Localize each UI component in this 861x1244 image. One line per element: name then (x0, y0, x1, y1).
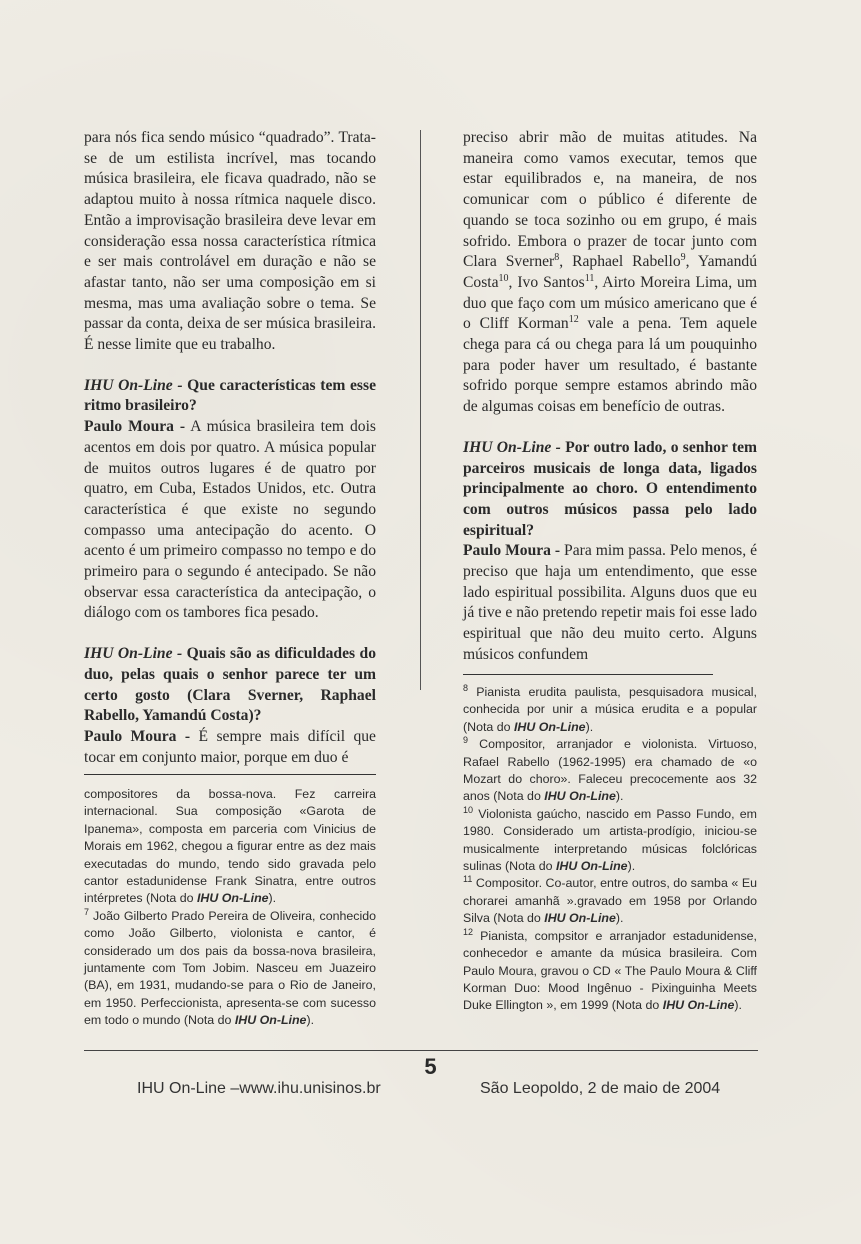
footnote-rule (84, 774, 376, 775)
interview-question (84, 376, 376, 417)
right-column (463, 128, 757, 666)
footnote (463, 736, 757, 806)
footnote-number: 7 (84, 906, 90, 917)
footnote-number: 12 (463, 926, 474, 937)
interview-question (463, 438, 757, 542)
footnote-ref: 12 (568, 314, 579, 326)
footnote-text: ). (615, 789, 624, 804)
page-number: 5 (424, 1054, 437, 1079)
answer-text: Para mim passa. Pelo menos, é preciso que haja um entendimento, que esse lado espiritual possibilita. Alguns duos que eu já tive e não pretendo repetir mais foi esse lado espiritual que não deu muito certo. Alguns músicos confundem (463, 542, 758, 663)
footnote (463, 684, 757, 736)
body-text: vale a pena. Tem aquele chega para cá ou chega para lá um pouquinho para poder haver um resultado, é bastante sofrido porque sempre estamos abrindo mão de algumas coisas em benefício de outras. (463, 315, 757, 416)
footnotes-left (84, 786, 376, 1030)
interview-answer (84, 417, 376, 624)
answer-text: É sempre mais difícil que tocar em conjunto maior, porque em duo é (84, 727, 376, 766)
footnote (463, 806, 757, 876)
footnote-number: 9 (463, 735, 469, 746)
footnotes-right (463, 684, 757, 1015)
body-text: , Yamandú Costa (463, 253, 757, 291)
answer-speaker: Paulo Moura - (463, 542, 561, 560)
footnote-source: IHU On-Line (544, 911, 616, 926)
footnote-ref: 10 (498, 272, 509, 284)
answer-speaker: Paulo Moura - (84, 727, 191, 745)
footnote-text: ). (268, 891, 277, 906)
footnote-source: IHU On-Line (513, 719, 586, 734)
body-text: , Ivo Santos (508, 273, 585, 291)
question-text: Que características tem esse ritmo brasileiro? (84, 376, 376, 415)
footnote-ref: 11 (584, 272, 595, 284)
question-speaker: IHU On-Line - (84, 376, 183, 394)
footnote-text: compositores da bossa-nova. Fez carreira internacional. Sua composição «Garota de Ipanema», composta em parceria com Vinicius de Morais em 1962, chegou a figurar entre as dez mais executadas do mundo, tendo sido gravada pelo cantor estadunidense Frank Sinatra, entre outros intérpretes (Nota do (84, 787, 376, 906)
question-text: Por outro lado, o senhor tem parceiros musicais de longa data, ligados principalmente ao choro. O entendimento com outros músicos passa pelo lado espiritual? (463, 438, 758, 539)
footer-date: São Leopoldo, 2 de maio de 2004 (480, 1080, 721, 1097)
footnote-text: Compositor, arranjador e violonista. Virtuoso, Rafael Rabello (1962-1995) era chamado de «o Mozart do choro». Faleceu precocemente aos 32 anos (Nota do (463, 737, 757, 804)
answer-speaker: Paulo Moura - (84, 418, 186, 436)
footnote-text: ). (615, 911, 624, 926)
footnote-number: 8 (463, 682, 469, 693)
footnote (463, 928, 757, 1015)
footnote-source: IHU On-Line (544, 789, 616, 804)
footnote-number: 11 (463, 874, 473, 885)
footnote-source: IHU On-Line (555, 859, 628, 874)
footnote-ref: 9 (680, 252, 686, 264)
question-text: Quais são as dificuldades do duo, pelas quais o senhor parece ter um certo gosto (Clara Sverner, Raphael Rabello, Yamandú Costa)? (84, 645, 376, 725)
body-text: , Raphael Rabello (559, 253, 681, 271)
footnote-source: IHU On-Line (234, 1013, 307, 1028)
footer-publication: IHU On-Line –www.ihu.unisinos.br (137, 1080, 381, 1097)
footnote-ref: 8 (554, 252, 560, 264)
question-speaker: IHU On-Line - (463, 438, 561, 456)
footnote-source: IHU On-Line (196, 891, 269, 906)
footnote-text: ). (734, 998, 742, 1013)
footnote-text: Compositor. Co-autor, entre outros, do samba « Eu chorarei amanhã ».gravado em 1958 por Orlando Silva (Nota do (463, 876, 757, 926)
interview-answer (463, 541, 757, 665)
left-column (84, 128, 376, 768)
footer-rule (84, 1050, 758, 1051)
footnote-text: ). (585, 719, 594, 734)
footnote-number: 10 (463, 804, 474, 815)
footnote-text: Violonista gaúcho, nascido em Passo Fundo, em 1980. Considerado um artista-prodígio, iniciou-se musicalmente interpretando músicas folclóricas sulinas (Nota do (463, 806, 757, 874)
body-paragraph (463, 128, 757, 418)
footnote (463, 875, 757, 927)
footnote-text: João Gilberto Prado Pereira de Oliveira, conhecido como João Gilberto, violonista e cantor, é considerado um dos pais da bossa-nova brasileira, juntamente com Tom Jobim. Nasceu em Juazeiro (BA), em 1931, mudando-se para o Rio de Janeiro, em 1950. Perfeccionista, apresenta-se com sucesso em todo o mundo (Nota do (84, 908, 376, 1028)
footnote (84, 786, 376, 908)
body-text: preciso abrir mão de muitas atitudes. Na maneira como vamos executar, temos que estar equilibrados e, na maneira, de nos comunicar com o público é diferente de quando se toca sozinho ou em grupo, é mais sofrido. Embora o prazer de tocar junto com Clara Sverner (463, 129, 757, 271)
footnote-rule (463, 674, 713, 675)
footnote-text: Pianista, compsitor e arranjador estadunidense, conhecedor e amante da música brasileira. Com Paulo Moura, gravou o CD « The Paulo Moura & Cliff Korman Duo: Mood Ingênuo - Pixinguinha Meets Duke Ellington », em 1999 (Nota do (463, 928, 757, 1013)
footnote-source: IHU On-Line (662, 998, 735, 1013)
footnote (84, 908, 376, 1030)
column-divider (420, 130, 421, 690)
interview-question (84, 644, 376, 727)
footnote-text: Pianista erudita paulista, pesquisadora musical, conhecida por unir a música erudita e a popular (Nota do (463, 685, 757, 734)
body-text: , Airto Moreira Lima, um duo que faço com um músico americano que é o Cliff Korman (463, 273, 757, 333)
footnote-text: ). (306, 1013, 315, 1028)
answer-text: A música brasileira tem dois acentos em dois por quatro. A música popular de muitos outros lugares é de quatro por quatro, em Cuba, Estados Unidos, etc. Outra característica é que existe no segundo compasso uma antecipação do acento. O acento é um primeiro compasso no tempo e do primeiro para o segundo é antecipado. Se não observar essa característica da antecipação, o diálogo com os tambores fica pesado. (84, 418, 376, 622)
body-paragraph: para nós fica sendo músico “quadrado”. Trata-se de um estilista incrível, mas tocando música brasileira, ele ficava quadrado, não se adaptou muito à nossa rítmica naquele disco. Então a improvisação brasileira deve levar em consideração essa nossa característica rítmica e ser mais controlável em duração e não se afastar tanto, não ser uma composição em si mesma, mas uma avaliação sobre o tema. Se passar da conta, deixa de ser música brasileira. É nesse limite que eu trabalho. (84, 129, 376, 354)
question-speaker: IHU On-Line - (84, 645, 183, 663)
interview-answer (84, 727, 376, 768)
footnote-text: ). (627, 859, 636, 874)
